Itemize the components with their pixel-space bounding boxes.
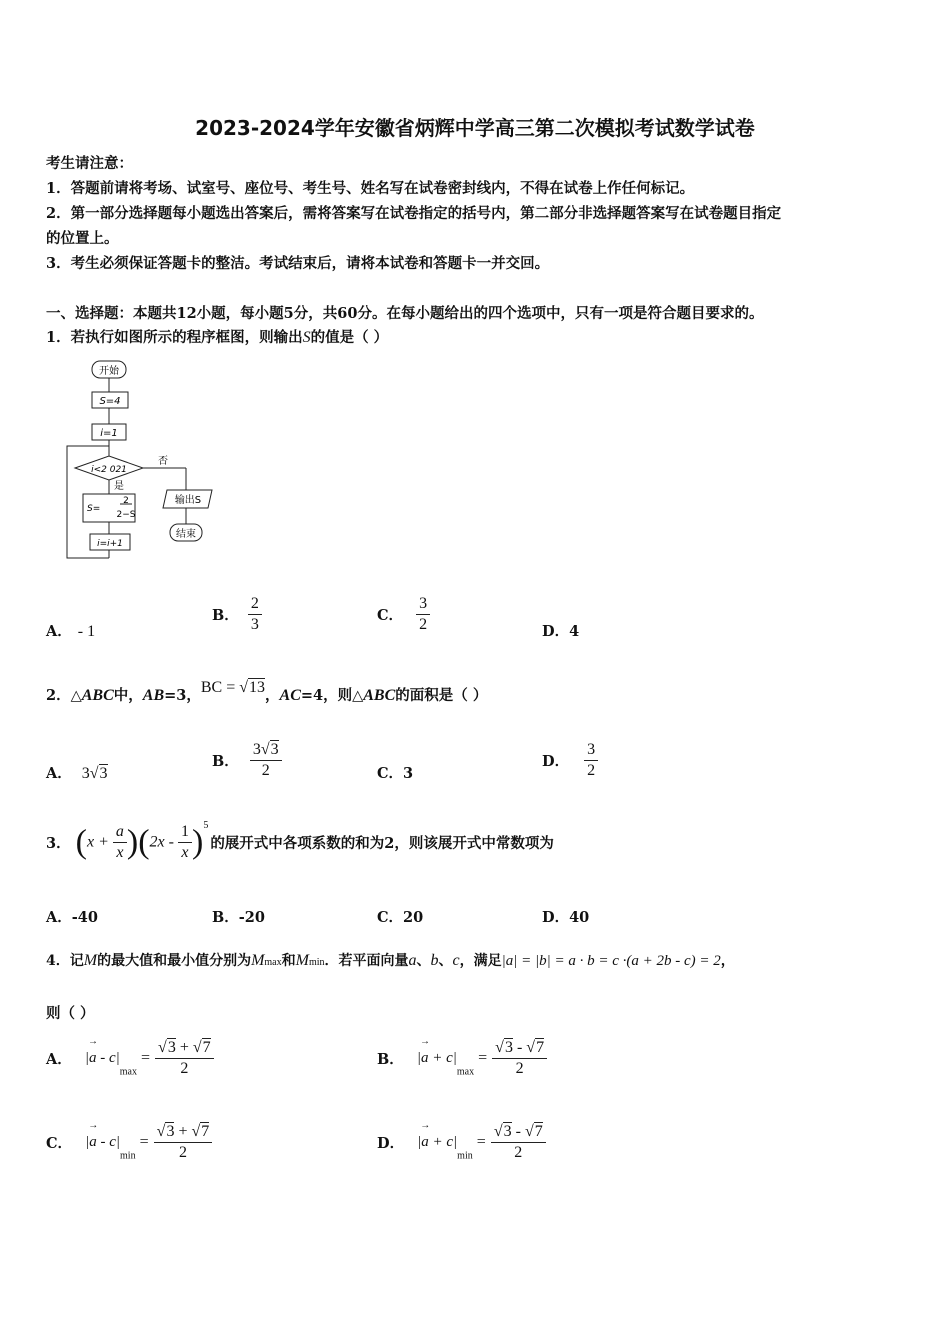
flow-yes: 是 <box>114 481 124 492</box>
q3-option-a[interactable]: A．-40 <box>46 909 98 926</box>
flow-i-init: i=1 <box>100 428 118 439</box>
q1-option-c[interactable]: C． $\frac{3}{2}$ <box>377 594 430 635</box>
page-title: 2023-2024学年安徽省炳辉中学高三第二次模拟考试数学试卷 <box>195 116 755 140</box>
section-heading: 一、选择题：本题共12小题，每小题5分，共60分。在每小题给出的四个选项中，只有一项是符合题目要求的。 <box>46 305 764 322</box>
q1-option-b[interactable]: B． $\frac{2}{3}$ <box>212 594 262 635</box>
q4-option-b[interactable]: B． |→ $a + c|_{max}$ = $\frac{√3 - √7}{2}$ <box>377 1038 547 1079</box>
notice-item-3: 3．考生必须保证答题卡的整洁。考试结束后，请将本试卷和答题卡一并交回。 <box>46 255 550 272</box>
q4-option-d[interactable]: D． |→ $a + c|_{min}$ = $\frac{√3 - √7}{2}$ <box>377 1122 546 1163</box>
q4-option-c[interactable]: C． |→ a - $c|_{min}$ = $\frac{√3 + √7}{2}$ <box>46 1122 212 1163</box>
flow-condition: i<2 021 <box>91 465 127 475</box>
q1-option-d[interactable]: D．4 <box>542 623 580 640</box>
question-4-then: 则（ ） <box>46 1005 95 1022</box>
question-3-stem: 3． (x + $\frac{a}{x}$ )(2x - $\frac{1}{x}$ )$^5$的展开式中各项系数的和为2，则该展开式中常数项为 <box>46 820 554 861</box>
q3-option-b[interactable]: B．-20 <box>212 909 265 926</box>
q1-option-a[interactable]: A． - 1 <box>46 623 96 640</box>
flow-no: 否 <box>158 456 168 467</box>
q2-option-a[interactable]: A． 3√3 <box>46 765 108 782</box>
flow-assign-den: 2−S <box>116 510 136 520</box>
q4-option-a[interactable]: A． |→ a - $c|_{max}$ = $\frac{√3 + √7}{2}$ <box>46 1038 214 1079</box>
notice-item-1: 1．答题前请将考场、试室号、座位号、考生号、姓名写在试卷密封线内，不得在试卷上作任何标记。 <box>46 180 695 197</box>
notice-item-2-cont: 的位置上。 <box>46 230 119 247</box>
flow-assign-num: 2 <box>123 496 129 506</box>
q3-option-c[interactable]: C．20 <box>377 909 424 926</box>
notice-heading: 考生请注意： <box>46 155 133 172</box>
q3-option-d[interactable]: D．40 <box>542 909 590 926</box>
flow-s-init: S=4 <box>99 396 121 407</box>
flow-output: 输出S <box>174 495 202 506</box>
question-4-stem: 4．记M的最大值和最小值分别为Mmax和Mmin．若平面向量a、b、c，满足|a| = |b| = a · b = c ·(a + 2b - c) = 2， <box>46 952 735 969</box>
flow-assign-left: S= <box>87 504 101 514</box>
q2-option-b[interactable]: B． $\frac{3√3}{2}$ <box>212 740 282 781</box>
notice-item-2: 2．第一部分选择题每小题选出答案后，需将答案写在试卷指定的括号内，第二部分非选择题答案写在试卷题目指定 <box>46 205 782 222</box>
flowchart <box>62 358 222 564</box>
question-1-stem: 1．若执行如图所示的程序框图，则输出S的值是（ ） <box>46 329 389 346</box>
flow-end: 结束 <box>176 529 196 540</box>
flow-increment: i=i+1 <box>97 539 123 549</box>
q2-option-c[interactable]: C．3 <box>377 765 414 782</box>
question-2-stem: 2．△ABC中，AB=3，BC = √13，AC=4，则△ABC的面积是（ ） <box>46 679 488 704</box>
flow-start: 开始 <box>99 366 119 377</box>
q2-option-d[interactable]: D． $\frac{3}{2}$ <box>542 740 598 781</box>
